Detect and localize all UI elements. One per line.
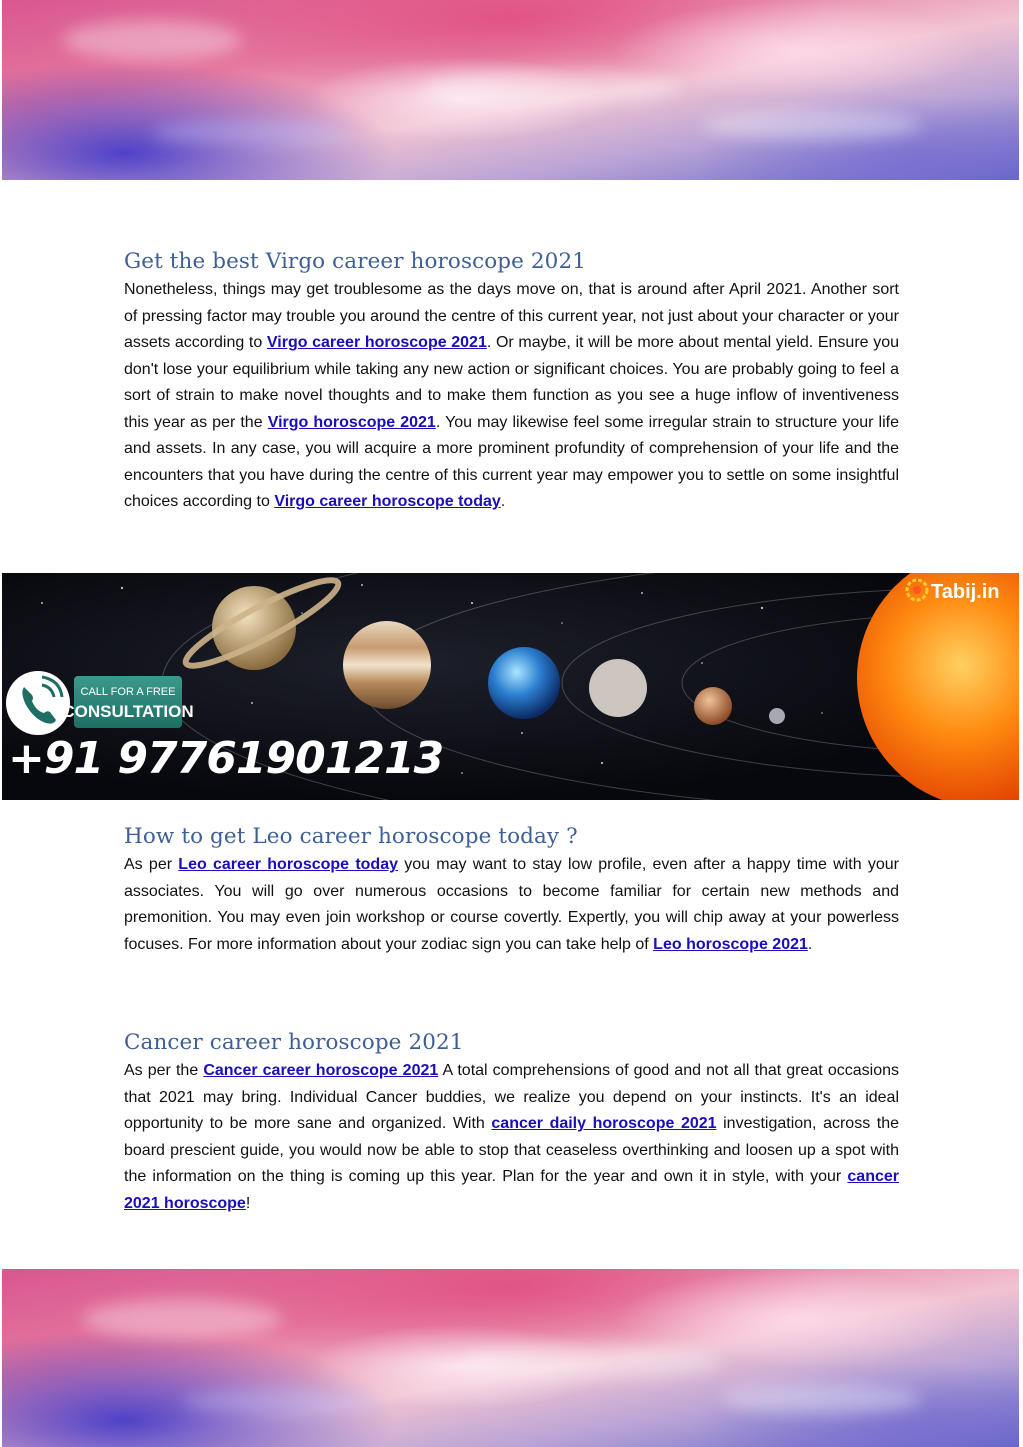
cancer-paragraph: As per the Cancer career horoscope 2021 A total comprehensions of good and not all that great occasions that 2021 may bring. Individual Cancer buddies, we realize you depend on your instincts. It's an ideal opportunity to be more sane and organized. With cancer daily horoscope 2021 investigation, across the board prescient guide, you would now be able to stop that ceaseless overthinking and loosen up a spot with the information on the thing is coming up this year. Plan for the year and own it in style, with your cancer 2021 horoscope! [124, 1062, 900, 1212]
virgo-career-horoscope-2021-link[interactable]: Virgo career horoscope 2021 [266, 334, 487, 351]
space-illustration [2, 573, 1019, 800]
earth-graphic [488, 647, 560, 719]
phone-icon [6, 671, 70, 735]
virgo-section [124, 249, 899, 516]
leo-career-horoscope-today-link[interactable]: Leo career horoscope today [178, 856, 398, 873]
leo-horoscope-2021-link[interactable]: Leo horoscope 2021 [653, 935, 808, 953]
cancer-daily-horoscope-2021-link[interactable]: cancer daily horoscope 2021 [491, 1115, 717, 1132]
cancer-section [124, 1030, 899, 1217]
jupiter-graphic [343, 621, 431, 709]
cancer-2021-horoscope-link[interactable]: cancer 2021 horoscope [124, 1168, 899, 1212]
virgo-horoscope-2021-link[interactable]: Virgo horoscope 2021 [267, 413, 436, 431]
leo-section [124, 824, 899, 958]
virgo-heading: Get the best Virgo career horoscope 2021 [124, 249, 587, 274]
header-banner-image [2, 0, 1019, 180]
consultation-ad-image [2, 573, 1019, 800]
leo-heading: How to get Leo career horoscope today ? [124, 824, 578, 849]
virgo-paragraph: Nonetheless, things may get troublesome as the days move on, that is around after April 2021. Another sort of pressing factor may trouble you around the centre of this current year, not just about your character or your assets according to Virgo career horoscope 2021. Or maybe, it will be more about mental yield. Ensure you don't lose your equilibrium while taking any new action or significant choices. You are probably going to feel a sort of strain to make novel thoughts and to make them function as you see a huge inflow of inventiveness this year as per the Virgo horoscope 2021. You may likewise feel some irregular strain to structure your life and assets. In any case, you will acquire a more prominent profundity of comprehension of your life and the encounters that you have during the centre of this current year may empower you to settle on some insightful choices according to Virgo career horoscope today. [124, 281, 900, 510]
phone-number-text: +91 9776190121​3 [8, 733, 444, 784]
sun-graphic [857, 573, 1019, 800]
cta-line2-text: CONSULTATION [62, 702, 194, 721]
mars-graphic [694, 687, 732, 725]
footer-banner-image [2, 1269, 1019, 1447]
leo-paragraph: As per Leo career horoscope today you may want to stay low profile, even after a happy time with your associates. You will go over numerous occasions to become familiar for certain new methods and premonition. You may even join workshop or course covertly. Expertly, you will chip away at your powerless focuses. For more information about your zodiac sign you can take help of Leo horoscope 2021. [124, 856, 900, 953]
cancer-heading: Cancer career horoscope 2021 [124, 1030, 464, 1055]
saturn-graphic [179, 573, 346, 678]
cancer-career-horoscope-2021-link[interactable]: Cancer career horoscope 2021 [203, 1062, 439, 1079]
cta-line1-text: CALL FOR A FREE [80, 686, 176, 698]
virgo-career-horoscope-today-link[interactable]: Virgo career horoscope today [274, 493, 501, 510]
logo-text: Tabij.in [931, 581, 1000, 603]
